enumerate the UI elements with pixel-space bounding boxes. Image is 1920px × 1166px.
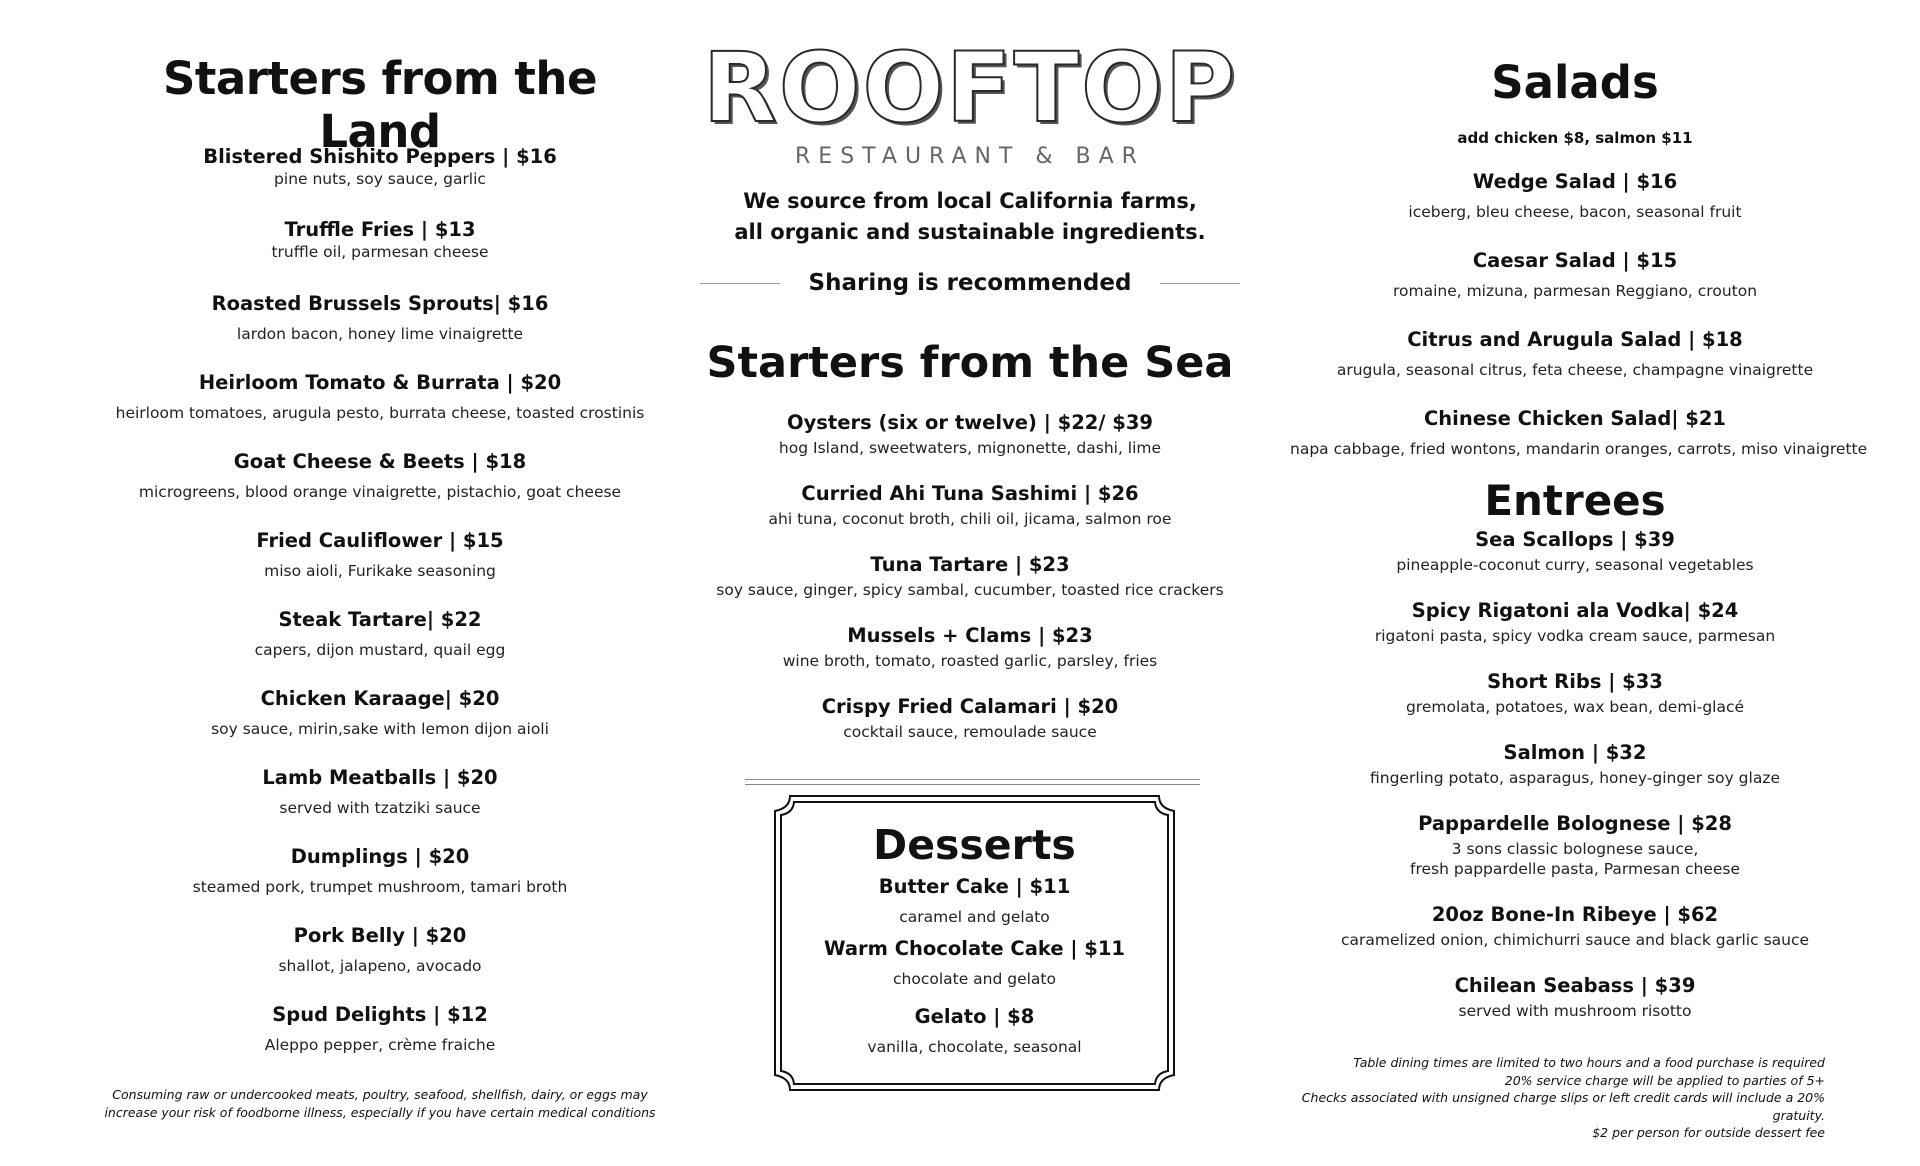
sourcing-tagline: [700, 186, 1240, 248]
item-name: Oysters (six or twelve) | $22/ $39: [787, 411, 1153, 434]
item-description: cocktail sauce, remoulade sauce: [843, 723, 1097, 741]
item-name: Pappardelle Bolognese | $28: [1418, 812, 1732, 835]
menu-item: [1290, 903, 1860, 950]
section-divider: [745, 779, 1200, 785]
item-description: romaine, mizuna, parmesan Reggiano, crouton: [1392, 282, 1758, 300]
tagline-line: all organic and sustainable ingredients.: [734, 220, 1206, 244]
item-name: Spicy Rigatoni ala Vodka| $24: [1411, 599, 1739, 622]
menu-item: [1290, 328, 1860, 380]
land-section-title: Starters from the Land: [163, 52, 597, 158]
menu-item: [100, 529, 660, 581]
item-description: truffle oil, parmesan cheese: [271, 243, 489, 261]
item-description: ahi tuna, coconut broth, chili oil, jicama, salmon roe: [768, 510, 1172, 528]
item-description: fingerling potato, asparagus, honey-ginger soy glaze: [1369, 769, 1780, 787]
item-name: Dumplings | $20: [290, 845, 470, 868]
rooftop-logo: [700, 32, 1240, 169]
menu-item: [100, 766, 660, 818]
menu-item: [700, 695, 1240, 742]
item-description: served with mushroom risotto: [1458, 1002, 1692, 1020]
sharing-text: Sharing is recommended: [808, 270, 1132, 296]
item-name: Goat Cheese & Beets | $18: [233, 450, 527, 473]
menu-item: [1290, 670, 1860, 717]
item-description: Aleppo pepper, crème fraiche: [264, 1036, 496, 1054]
item-name: Crispy Fried Calamari | $20: [821, 695, 1119, 718]
item-name: Steak Tartare| $22: [278, 608, 482, 631]
menu-item: [1290, 407, 1868, 459]
menu-item: [700, 482, 1240, 529]
desserts-title: Desserts: [873, 821, 1076, 869]
desserts-panel: [772, 793, 1177, 1093]
item-description: caramelized onion, chimichurri sauce and black garlic sauce: [1340, 931, 1810, 949]
item-name: Chinese Chicken Salad| $21: [1423, 407, 1726, 430]
item-description: fresh pappardelle pasta, Parmesan cheese: [1410, 860, 1740, 878]
item-description: napa cabbage, fried wontons, mandarin oranges, carrots, miso vinaigrette: [1290, 440, 1868, 458]
salads-section-title: Salads: [1491, 56, 1659, 109]
divider-line: [700, 283, 780, 284]
entrees-section-title: Entrees: [1484, 476, 1666, 525]
item-name: Chicken Karaage| $20: [260, 687, 500, 710]
item-description: arugula, seasonal citrus, feta cheese, champagne vinaigrette: [1336, 361, 1814, 379]
item-name: Mussels + Clams | $23: [847, 624, 1093, 647]
item-name: Caesar Salad | $15: [1472, 249, 1678, 272]
item-description: 3 sons classic bolognese sauce,: [1451, 840, 1699, 858]
item-name: Lamb Meatballs | $20: [262, 766, 498, 789]
menu-item: [1290, 812, 1860, 879]
menu-item: [772, 1005, 1177, 1057]
menu-item: [100, 687, 660, 739]
item-description: caramel and gelato: [899, 908, 1050, 926]
item-description: soy sauce, mirin,sake with lemon dijon aioli: [211, 720, 549, 738]
menu-item: [100, 218, 660, 262]
item-description: chocolate and gelato: [892, 970, 1056, 988]
menu-item: [100, 608, 660, 660]
item-description: miso aioli, Furikake seasoning: [264, 562, 496, 580]
item-name: Citrus and Arugula Salad | $18: [1407, 328, 1743, 351]
policy-line: $2 per person for outside dessert fee: [1592, 1125, 1825, 1140]
menu-item: [772, 875, 1177, 927]
item-name: Spud Delights | $12: [272, 1003, 488, 1026]
policy-line: 20% service charge will be applied to parties of 5+: [1504, 1072, 1825, 1088]
dining-policy-note: [1290, 1054, 1825, 1142]
menu-item: [1290, 599, 1860, 646]
item-description: heirloom tomatoes, arugula pesto, burrata cheese, toasted crostinis: [115, 404, 645, 422]
item-description: vanilla, chocolate, seasonal: [867, 1038, 1082, 1056]
item-description: gremolata, potatoes, wax bean, demi-glacé: [1405, 698, 1745, 716]
item-name: Roasted Brussels Sprouts| $16: [211, 292, 549, 315]
menu-item: [1290, 741, 1860, 788]
health-disclaimer: [100, 1086, 660, 1122]
item-description: lardon bacon, honey lime vinaigrette: [236, 325, 524, 343]
item-description: shallot, jalapeno, avocado: [278, 957, 482, 975]
item-name: 20oz Bone-In Ribeye | $62: [1431, 903, 1719, 926]
menu-item: [100, 1003, 660, 1055]
item-name: Blistered Shishito Peppers | $16: [203, 145, 557, 168]
menu-item: [100, 845, 660, 897]
item-description: iceberg, bleu cheese, bacon, seasonal fruit: [1408, 203, 1742, 221]
item-description: microgreens, blood orange vinaigrette, pistachio, goat cheese: [138, 483, 622, 501]
divider-line: [1160, 283, 1240, 284]
disclaimer-line: Consuming raw or undercooked meats, poultry, seafood, shellfish, dairy, or eggs may: [112, 1087, 648, 1102]
sharing-note: [700, 268, 1240, 298]
menu-item: [1290, 528, 1860, 575]
item-description: rigatoni pasta, spicy vodka cream sauce, parmesan: [1374, 627, 1776, 645]
item-description: pineapple-coconut curry, seasonal vegetables: [1396, 556, 1754, 574]
menu-item: [1290, 170, 1860, 222]
item-description: capers, dijon mustard, quail egg: [254, 641, 506, 659]
item-name: Curried Ahi Tuna Sashimi | $26: [801, 482, 1139, 505]
item-name: Gelato | $8: [914, 1005, 1035, 1028]
menu-item: [700, 553, 1240, 600]
item-name: Pork Belly | $20: [293, 924, 467, 947]
menu-item: [100, 924, 660, 976]
item-name: Wedge Salad | $16: [1472, 170, 1678, 193]
menu-item: [1290, 249, 1860, 301]
item-name: Tuna Tartare | $23: [870, 553, 1070, 576]
menu-item: [700, 624, 1240, 671]
item-description: pine nuts, soy sauce, garlic: [274, 170, 486, 188]
item-name: Warm Chocolate Cake | $11: [824, 937, 1125, 960]
menu-item: [100, 145, 660, 189]
disclaimer-line: increase your risk of foodborne illness, especially if you have certain medical conditions: [104, 1105, 656, 1120]
sea-section-title: Starters from the Sea: [706, 338, 1234, 388]
salad-addons-note: add chicken $8, salmon $11: [1457, 129, 1693, 147]
menu-item: [100, 450, 660, 502]
menu-item: [772, 937, 1177, 989]
item-description: soy sauce, ginger, spicy sambal, cucumber, toasted rice crackers: [716, 581, 1224, 599]
item-name: Truffle Fries | $13: [284, 218, 476, 241]
item-name: Butter Cake | $11: [878, 875, 1071, 898]
item-name: Fried Cauliflower | $15: [256, 529, 504, 552]
item-name: Sea Scallops | $39: [1475, 528, 1675, 551]
item-description: wine broth, tomato, roasted garlic, parsley, fries: [782, 652, 1158, 670]
menu-item: [100, 371, 660, 423]
item-name: Salmon | $32: [1503, 741, 1647, 764]
menu-item: [1290, 974, 1860, 1021]
item-name: Heirloom Tomato & Burrata | $20: [198, 371, 562, 394]
tagline-line: We source from local California farms,: [743, 189, 1197, 213]
policy-line: Checks associated with unsigned charge slips or left credit cards will include a 20% gratuity.: [1301, 1090, 1825, 1123]
item-name: Short Ribs | $33: [1487, 670, 1663, 693]
policy-line: Table dining times are limited to two hours and a food purchase is required: [1353, 1055, 1825, 1070]
logo-subtitle: RESTAURANT & BAR: [795, 144, 1145, 169]
item-description: hog Island, sweetwaters, mignonette, dashi, lime: [778, 439, 1162, 457]
logo-wordmark: ROOFTOP: [702, 32, 1238, 144]
item-description: served with tzatziki sauce: [279, 799, 481, 817]
menu-item: [700, 411, 1240, 458]
item-name: Chilean Seabass | $39: [1454, 974, 1696, 997]
menu-item: [100, 292, 660, 344]
item-description: steamed pork, trumpet mushroom, tamari broth: [192, 878, 568, 896]
